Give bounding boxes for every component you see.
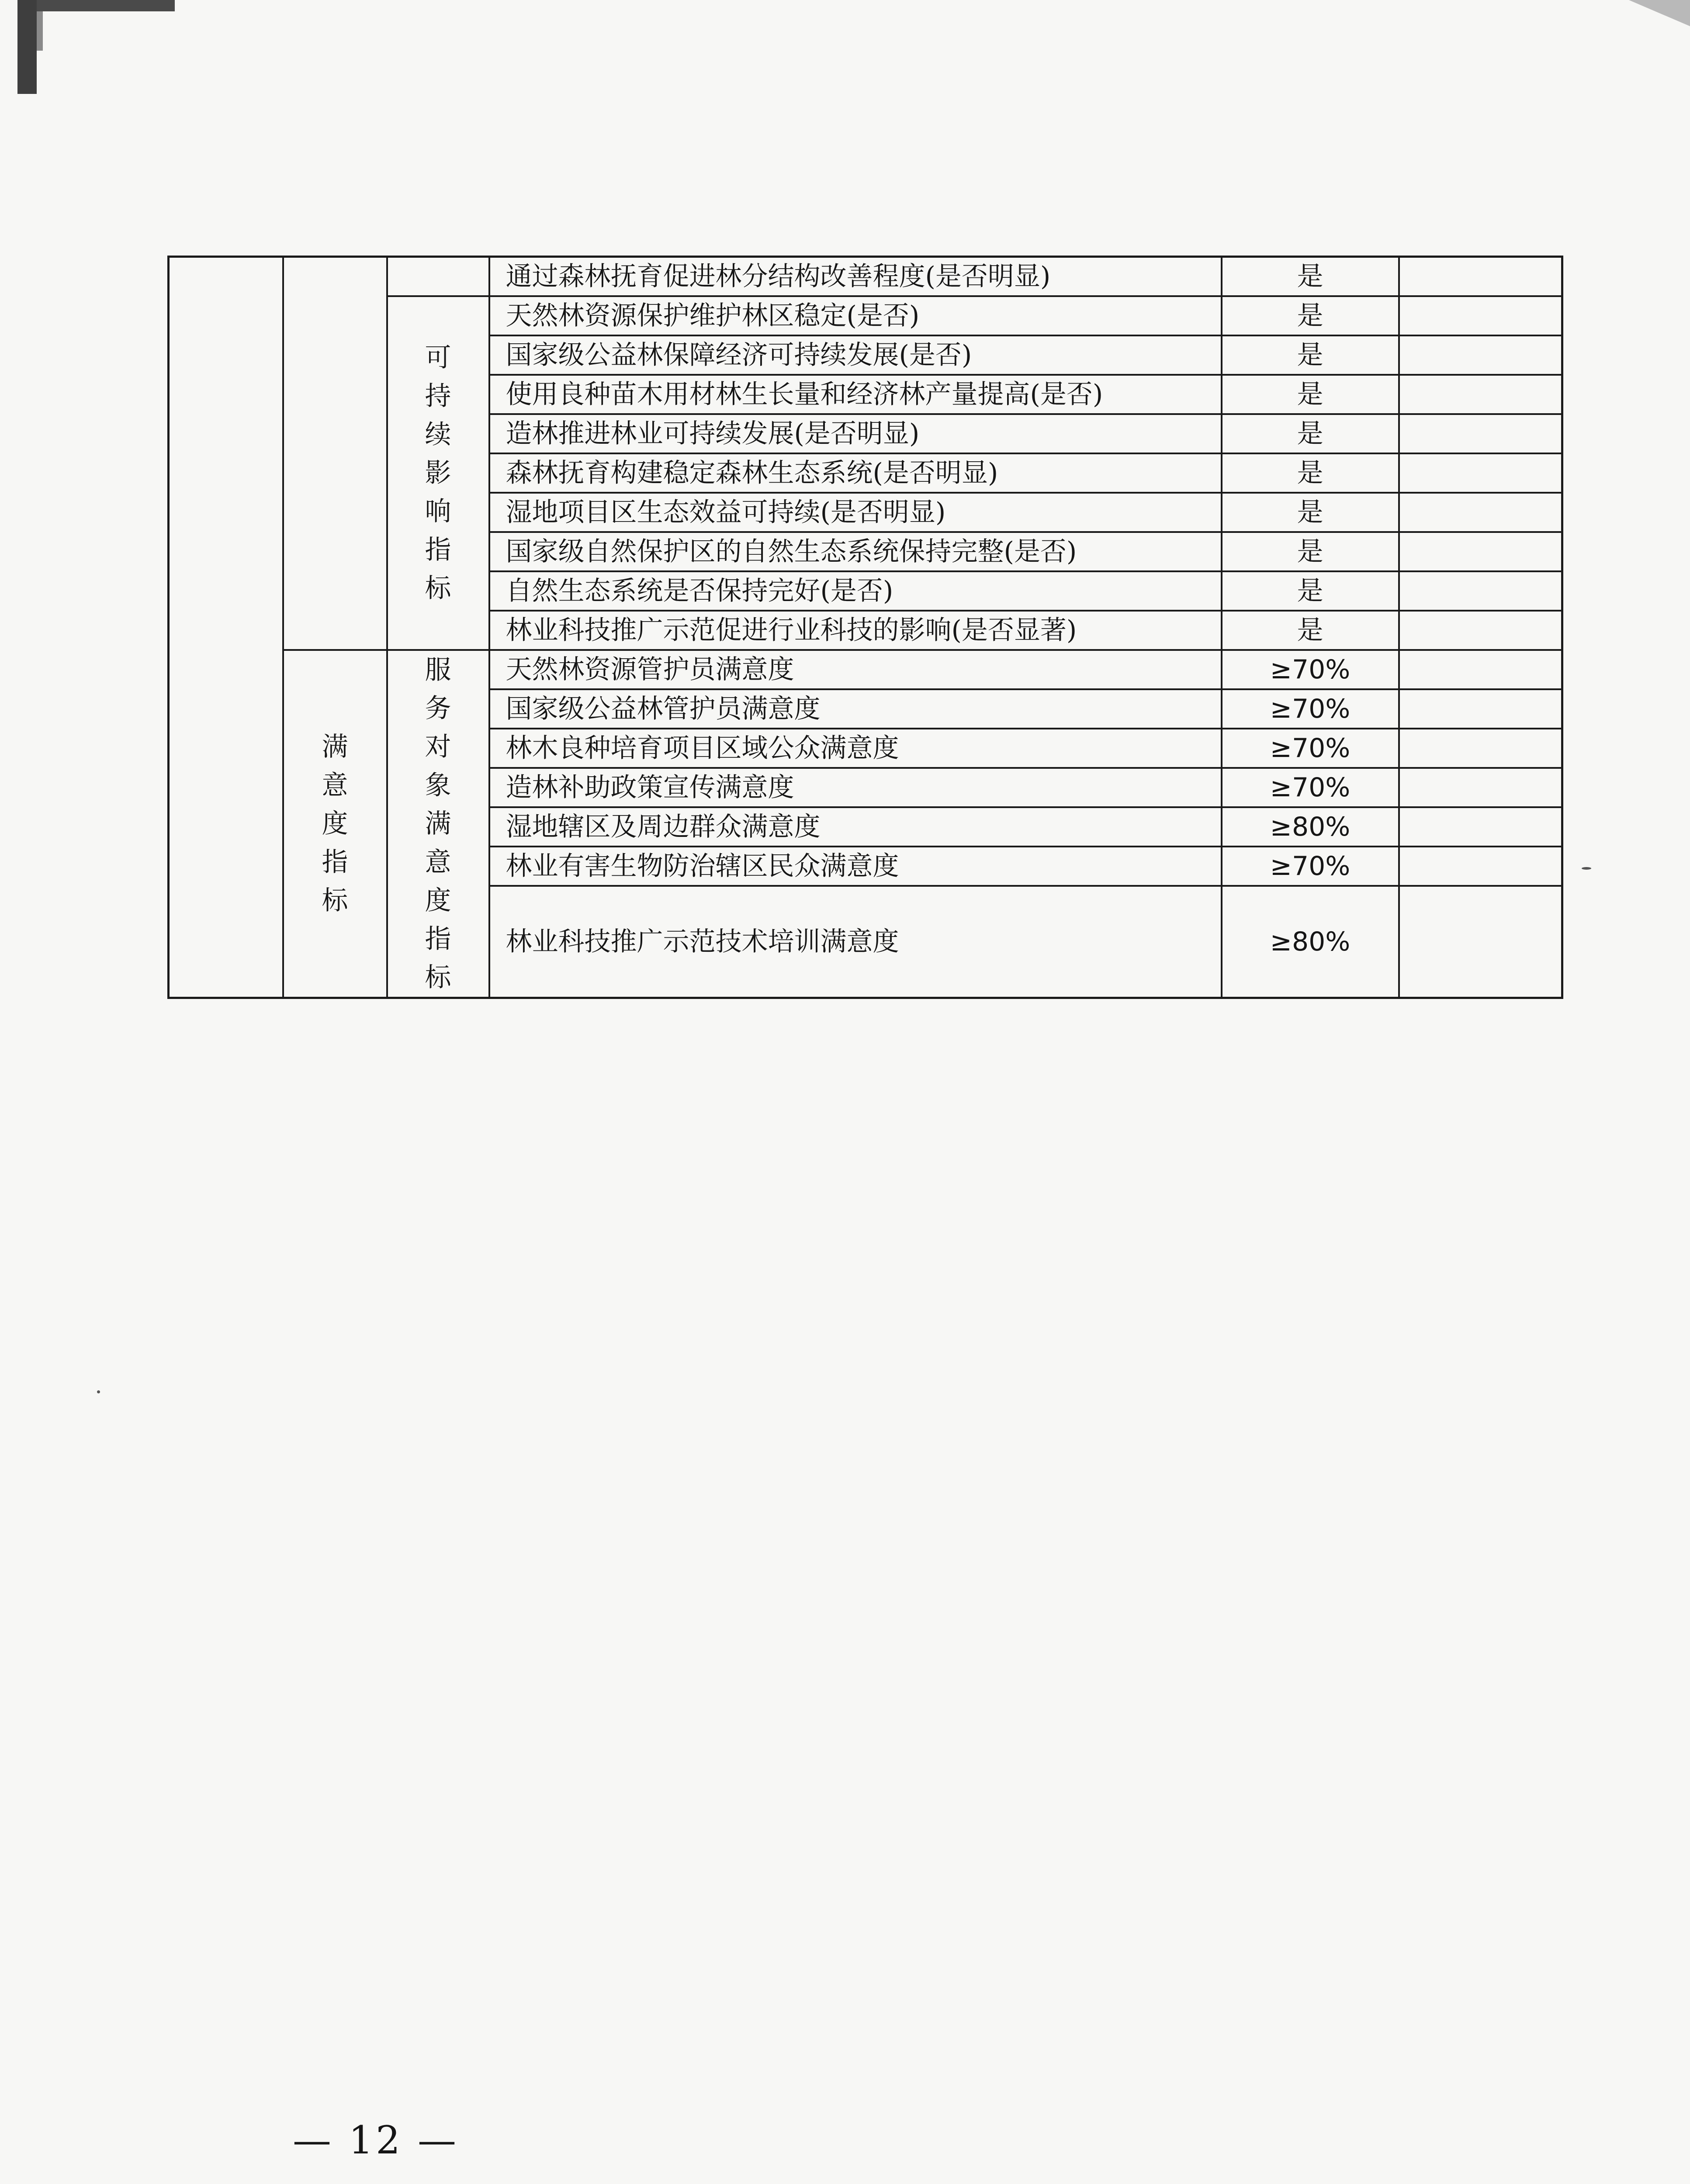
remark-cell — [1399, 768, 1562, 807]
indicator-value: 是 — [1222, 532, 1399, 571]
indicator-value: 是 — [1222, 571, 1399, 611]
indicator-name: 造林补助政策宣传满意度 — [489, 768, 1222, 807]
indicator-name: 林业科技推广示范技术培训满意度 — [489, 886, 1222, 998]
remark-cell — [1399, 571, 1562, 611]
indicator-value: ≥80% — [1222, 886, 1399, 998]
remark-cell — [1399, 453, 1562, 493]
table-row — [169, 257, 1562, 297]
subcategory-service-satisfaction — [387, 650, 489, 998]
remark-cell — [1399, 296, 1562, 335]
indicator-value: ≥70% — [1222, 847, 1399, 886]
indicator-name: 通过森林抚育促进林分结构改善程度(是否明显) — [489, 257, 1222, 297]
indicator-value: 是 — [1222, 296, 1399, 335]
page-number: — 12 — — [293, 2118, 459, 2163]
indicator-value: ≥70% — [1222, 768, 1399, 807]
indicator-name: 天然林资源保护维护林区稳定(是否) — [489, 296, 1222, 335]
indicator-value: 是 — [1222, 375, 1399, 414]
subcategory-prev-cell — [387, 257, 489, 297]
indicator-name: 林业科技推广示范促进行业科技的影响(是否显著) — [489, 611, 1222, 650]
remark-cell — [1399, 532, 1562, 571]
remark-cell — [1399, 807, 1562, 847]
scan-speck — [97, 1390, 100, 1393]
indicator-name: 湿地辖区及周边群众满意度 — [489, 807, 1222, 847]
remark-cell — [1399, 414, 1562, 453]
indicator-value: 是 — [1222, 493, 1399, 532]
category-label: 满意度指标 — [322, 732, 348, 916]
scan-shadow-corner-right — [1629, 0, 1690, 26]
scan-shadow-corner — [17, 0, 175, 94]
indicator-name: 森林抚育构建稳定森林生态系统(是否明显) — [489, 453, 1222, 493]
category-cell-continued — [169, 257, 283, 998]
remark-cell — [1399, 493, 1562, 532]
indicator-name: 国家级公益林保障经济可持续发展(是否) — [489, 335, 1222, 375]
indicator-name: 天然林资源管护员满意度 — [489, 650, 1222, 689]
remark-cell — [1399, 689, 1562, 729]
indicator-value: ≥80% — [1222, 807, 1399, 847]
indicator-value: 是 — [1222, 414, 1399, 453]
remark-cell — [1399, 257, 1562, 297]
indicator-name: 国家级公益林管护员满意度 — [489, 689, 1222, 729]
remark-cell — [1399, 650, 1562, 689]
indicator-name: 自然生态系统是否保持完好(是否) — [489, 571, 1222, 611]
category-satisfaction — [283, 650, 387, 998]
indicator-value: ≥70% — [1222, 729, 1399, 768]
subcategory-cell-continued — [283, 257, 387, 650]
remark-cell — [1399, 729, 1562, 768]
indicator-value: 是 — [1222, 257, 1399, 297]
indicator-value: 是 — [1222, 611, 1399, 650]
subcategory-label: 服务对象满意度指标 — [425, 655, 451, 993]
indicator-name: 湿地项目区生态效益可持续(是否明显) — [489, 493, 1222, 532]
indicator-table-section — [167, 256, 1561, 999]
subcategory-sustainable-impact — [387, 296, 489, 650]
remark-cell — [1399, 335, 1562, 375]
remark-cell — [1399, 847, 1562, 886]
table-row — [169, 650, 1562, 689]
indicator-value: ≥70% — [1222, 650, 1399, 689]
indicator-value: 是 — [1222, 335, 1399, 375]
indicator-value: 是 — [1222, 453, 1399, 493]
remark-cell — [1399, 375, 1562, 414]
remark-cell — [1399, 886, 1562, 998]
indicator-name: 林木良种培育项目区域公众满意度 — [489, 729, 1222, 768]
indicator-name: 林业有害生物防治辖区民众满意度 — [489, 847, 1222, 886]
scan-speck — [1582, 867, 1591, 870]
indicator-value: ≥70% — [1222, 689, 1399, 729]
remark-cell — [1399, 611, 1562, 650]
subcategory-label: 可持续影响指标 — [425, 342, 451, 604]
indicator-name: 造林推进林业可持续发展(是否明显) — [489, 414, 1222, 453]
indicator-name: 国家级自然保护区的自然生态系统保持完整(是否) — [489, 532, 1222, 571]
indicator-name: 使用良种苗木用材林生长量和经济林产量提高(是否) — [489, 375, 1222, 414]
indicator-table — [167, 256, 1563, 999]
